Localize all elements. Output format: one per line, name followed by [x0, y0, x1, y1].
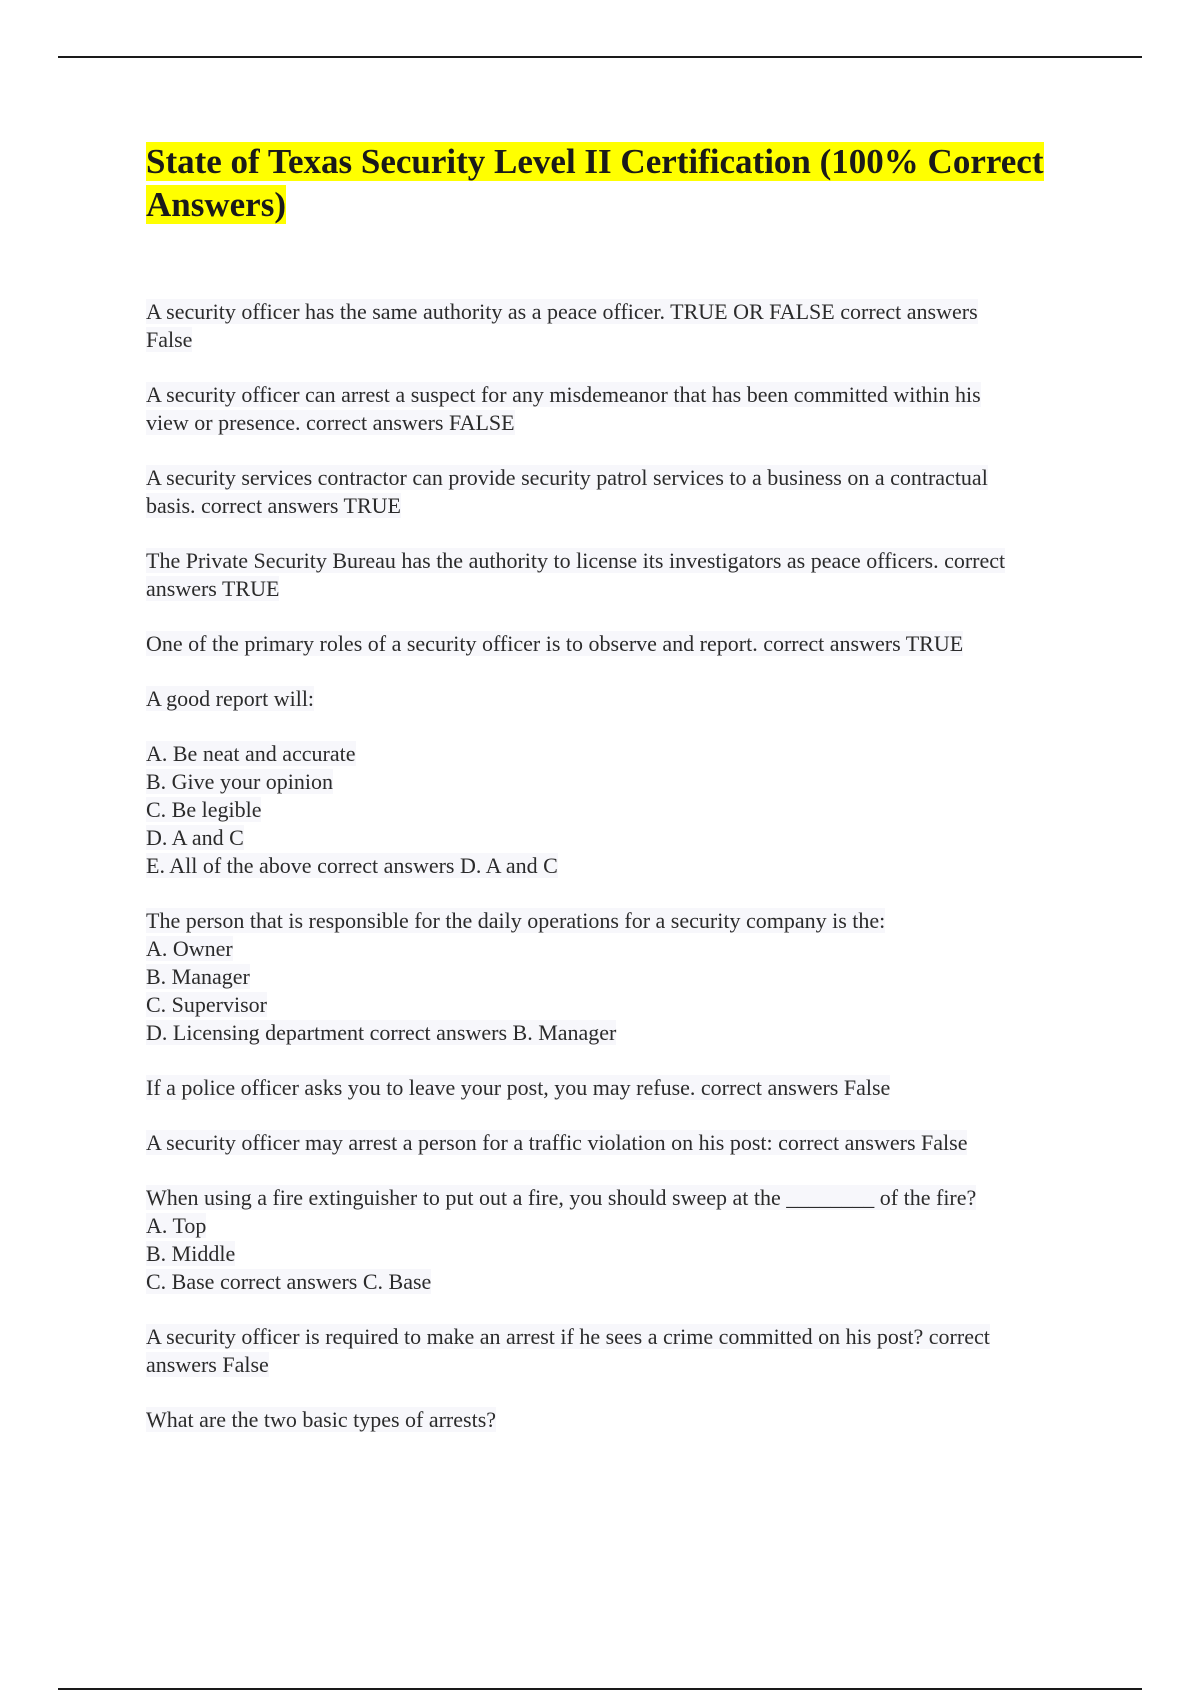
- text-line-content: basis. correct answers TRUE: [146, 493, 401, 518]
- question-block: [146, 1184, 1086, 1296]
- text-line-content: B. Manager: [146, 964, 250, 989]
- text-line-content: A. Top: [146, 1213, 207, 1238]
- question-block: [146, 907, 1086, 1047]
- text-line-content: D. A and C: [146, 825, 244, 850]
- text-line-content: C. Supervisor: [146, 992, 267, 1017]
- text-line: [146, 1129, 1086, 1157]
- question-list: [146, 298, 1086, 1434]
- text-line: [146, 630, 1086, 658]
- footer-rule: [58, 1688, 1142, 1690]
- text-line: [146, 409, 1086, 437]
- question-block: [146, 464, 1086, 520]
- question-block: [146, 630, 1086, 658]
- text-line: [146, 935, 1086, 963]
- text-line: [146, 492, 1086, 520]
- text-line-content: D. Licensing department correct answers B. Manager: [146, 1020, 617, 1045]
- text-line-content: One of the primary roles of a security officer is to observe and report. correct answers TRUE: [146, 631, 964, 656]
- text-line: [146, 1323, 1086, 1351]
- text-line-content: A security officer can arrest a suspect for any misdemeanor that has been committed within his: [146, 382, 981, 407]
- question-block: [146, 298, 1086, 354]
- question-block: [146, 1323, 1086, 1379]
- question-block: [146, 1074, 1086, 1102]
- text-line-content: B. Give your opinion: [146, 769, 333, 794]
- text-line-content: The person that is responsible for the daily operations for a security company is the:: [146, 908, 886, 933]
- document-title-text: State of Texas Security Level II Certification (100% Correct Answers): [146, 142, 1044, 224]
- question-block: [146, 547, 1086, 603]
- text-line: [146, 685, 1086, 713]
- text-line: [146, 991, 1086, 1019]
- text-line: [146, 464, 1086, 492]
- document-title: [146, 140, 1086, 226]
- text-line-content: False: [146, 327, 193, 352]
- text-line: [146, 824, 1086, 852]
- text-line-content: A security officer may arrest a person for a traffic violation on his post: correct answers False: [146, 1130, 968, 1155]
- text-line: [146, 1240, 1086, 1268]
- text-line: [146, 852, 1086, 880]
- text-line: [146, 547, 1086, 575]
- question-block: [146, 685, 1086, 713]
- text-line-content: What are the two basic types of arrests?: [146, 1407, 497, 1432]
- question-block: [146, 1406, 1086, 1434]
- text-line: [146, 1074, 1086, 1102]
- text-line: [146, 740, 1086, 768]
- text-line-content: A good report will:: [146, 686, 315, 711]
- text-line-content: A. Owner: [146, 936, 233, 961]
- text-line-content: A. Be neat and accurate: [146, 741, 356, 766]
- document-body: [146, 140, 1086, 1461]
- text-line: [146, 963, 1086, 991]
- text-line-content: A security services contractor can provide security patrol services to a business on a contractual: [146, 465, 988, 490]
- text-line: [146, 1019, 1086, 1047]
- question-block: [146, 381, 1086, 437]
- text-line: [146, 1184, 1086, 1212]
- text-line-content: A security officer has the same authority as a peace officer. TRUE OR FALSE correct answers: [146, 299, 978, 324]
- text-line: [146, 1406, 1086, 1434]
- text-line-content: C. Be legible: [146, 797, 262, 822]
- text-line: [146, 907, 1086, 935]
- question-block: [146, 1129, 1086, 1157]
- text-line: [146, 298, 1086, 326]
- text-line-content: If a police officer asks you to leave your post, you may refuse. correct answers False: [146, 1075, 891, 1100]
- text-line-content: A security officer is required to make an arrest if he sees a crime committed on his post? correct: [146, 1324, 990, 1349]
- text-line: [146, 1351, 1086, 1379]
- text-line: [146, 381, 1086, 409]
- text-line-content: When using a fire extinguisher to put out a fire, you should sweep at the ________ of the fire?: [146, 1185, 977, 1210]
- text-line-content: answers False: [146, 1352, 269, 1377]
- text-line: [146, 768, 1086, 796]
- text-line-content: C. Base correct answers C. Base: [146, 1269, 432, 1294]
- text-line-content: view or presence. correct answers FALSE: [146, 410, 515, 435]
- text-line-content: B. Middle: [146, 1241, 236, 1266]
- text-line: [146, 1212, 1086, 1240]
- text-line: [146, 326, 1086, 354]
- text-line-content: The Private Security Bureau has the authority to license its investigators as peace officers. correct: [146, 548, 1006, 573]
- header-rule: [58, 56, 1142, 58]
- text-line-content: answers TRUE: [146, 576, 280, 601]
- text-line: [146, 796, 1086, 824]
- text-line: [146, 1268, 1086, 1296]
- text-line: [146, 575, 1086, 603]
- text-line-content: E. All of the above correct answers D. A and C: [146, 853, 558, 878]
- question-block: [146, 740, 1086, 880]
